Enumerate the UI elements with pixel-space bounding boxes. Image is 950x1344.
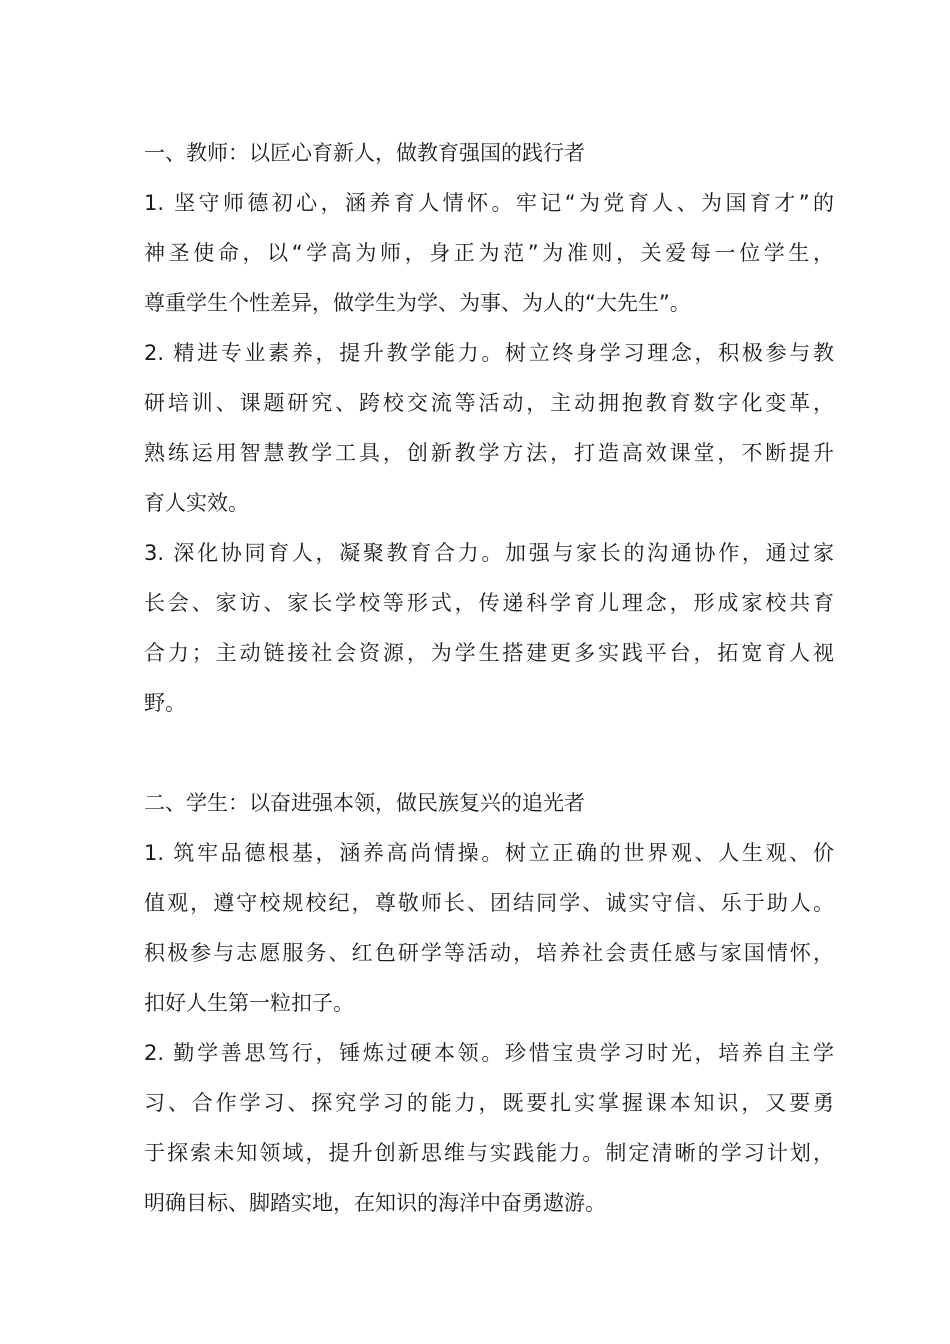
paragraph-student-item-2 xyxy=(144,1028,834,1228)
paragraph-teacher-item-3 xyxy=(144,528,834,728)
text-line: 明确目标、脚踏实地，在知识的海洋中奋勇遨游。 xyxy=(144,1191,606,1215)
text-line: 习、合作学习、探究学习的能力，既要扎实掌握课本知识，又要勇 xyxy=(144,1091,834,1115)
paragraph-student-item-1 xyxy=(144,828,834,1028)
text-line: 2. 勤学善思笃行，锤炼过硬本领。珍惜宝贵学习时光，培养自主学 xyxy=(144,1041,834,1065)
text-line: 神圣使命，以“学高为师，身正为范”为准则，关爱每一位学生， xyxy=(144,241,834,265)
text-line: 3. 深化协同育人，凝聚教育合力。加强与家长的沟通协作，通过家 xyxy=(144,541,834,565)
text-line: 熟练运用智慧教学工具，创新教学方法，打造高效课堂，不断提升 xyxy=(144,441,834,465)
document-body xyxy=(144,128,834,1228)
paragraph-teacher-item-1 xyxy=(144,178,834,328)
section-title-students: 二、学生：以奋进强本领，做民族复兴的追光者 xyxy=(144,791,585,815)
text-line: 长会、家访、家长学校等形式，传递科学育儿理念，形成家校共育 xyxy=(144,591,834,615)
text-line: 育人实效。 xyxy=(144,491,249,515)
section-title-teachers: 一、教师：以匠心育新人，做教育强国的践行者 xyxy=(144,141,585,165)
text-line: 积极参与志愿服务、红色研学等活动，培养社会责任感与家国情怀， xyxy=(144,941,834,965)
section-spacer xyxy=(144,728,834,778)
text-line: 1. 坚守师德初心，涵养育人情怀。牢记“为党育人、为国育才”的 xyxy=(144,191,834,215)
text-line: 值观，遵守校规校纪，尊敬师长、团结同学、诚实守信、乐于助人。 xyxy=(144,891,834,915)
text-line: 尊重学生个性差异，做学生为学、为事、为人的“大先生”。 xyxy=(144,291,691,315)
text-line: 研培训、课题研究、跨校交流等活动，主动拥抱教育数字化变革， xyxy=(144,391,834,415)
paragraph-teacher-item-2 xyxy=(144,328,834,528)
text-line: 合力；主动链接社会资源，为学生搭建更多实践平台，拓宽育人视 xyxy=(144,641,834,665)
text-line: 扣好人生第一粒扣子。 xyxy=(144,991,354,1015)
text-line: 1. 筑牢品德根基，涵养高尚情操。树立正确的世界观、人生观、价 xyxy=(144,841,834,865)
text-line: 2. 精进专业素养，提升教学能力。树立终身学习理念，积极参与教 xyxy=(144,341,834,365)
text-line: 野。 xyxy=(144,691,186,715)
text-line: 于探索未知领域，提升创新思维与实践能力。制定清晰的学习计划， xyxy=(144,1141,834,1165)
